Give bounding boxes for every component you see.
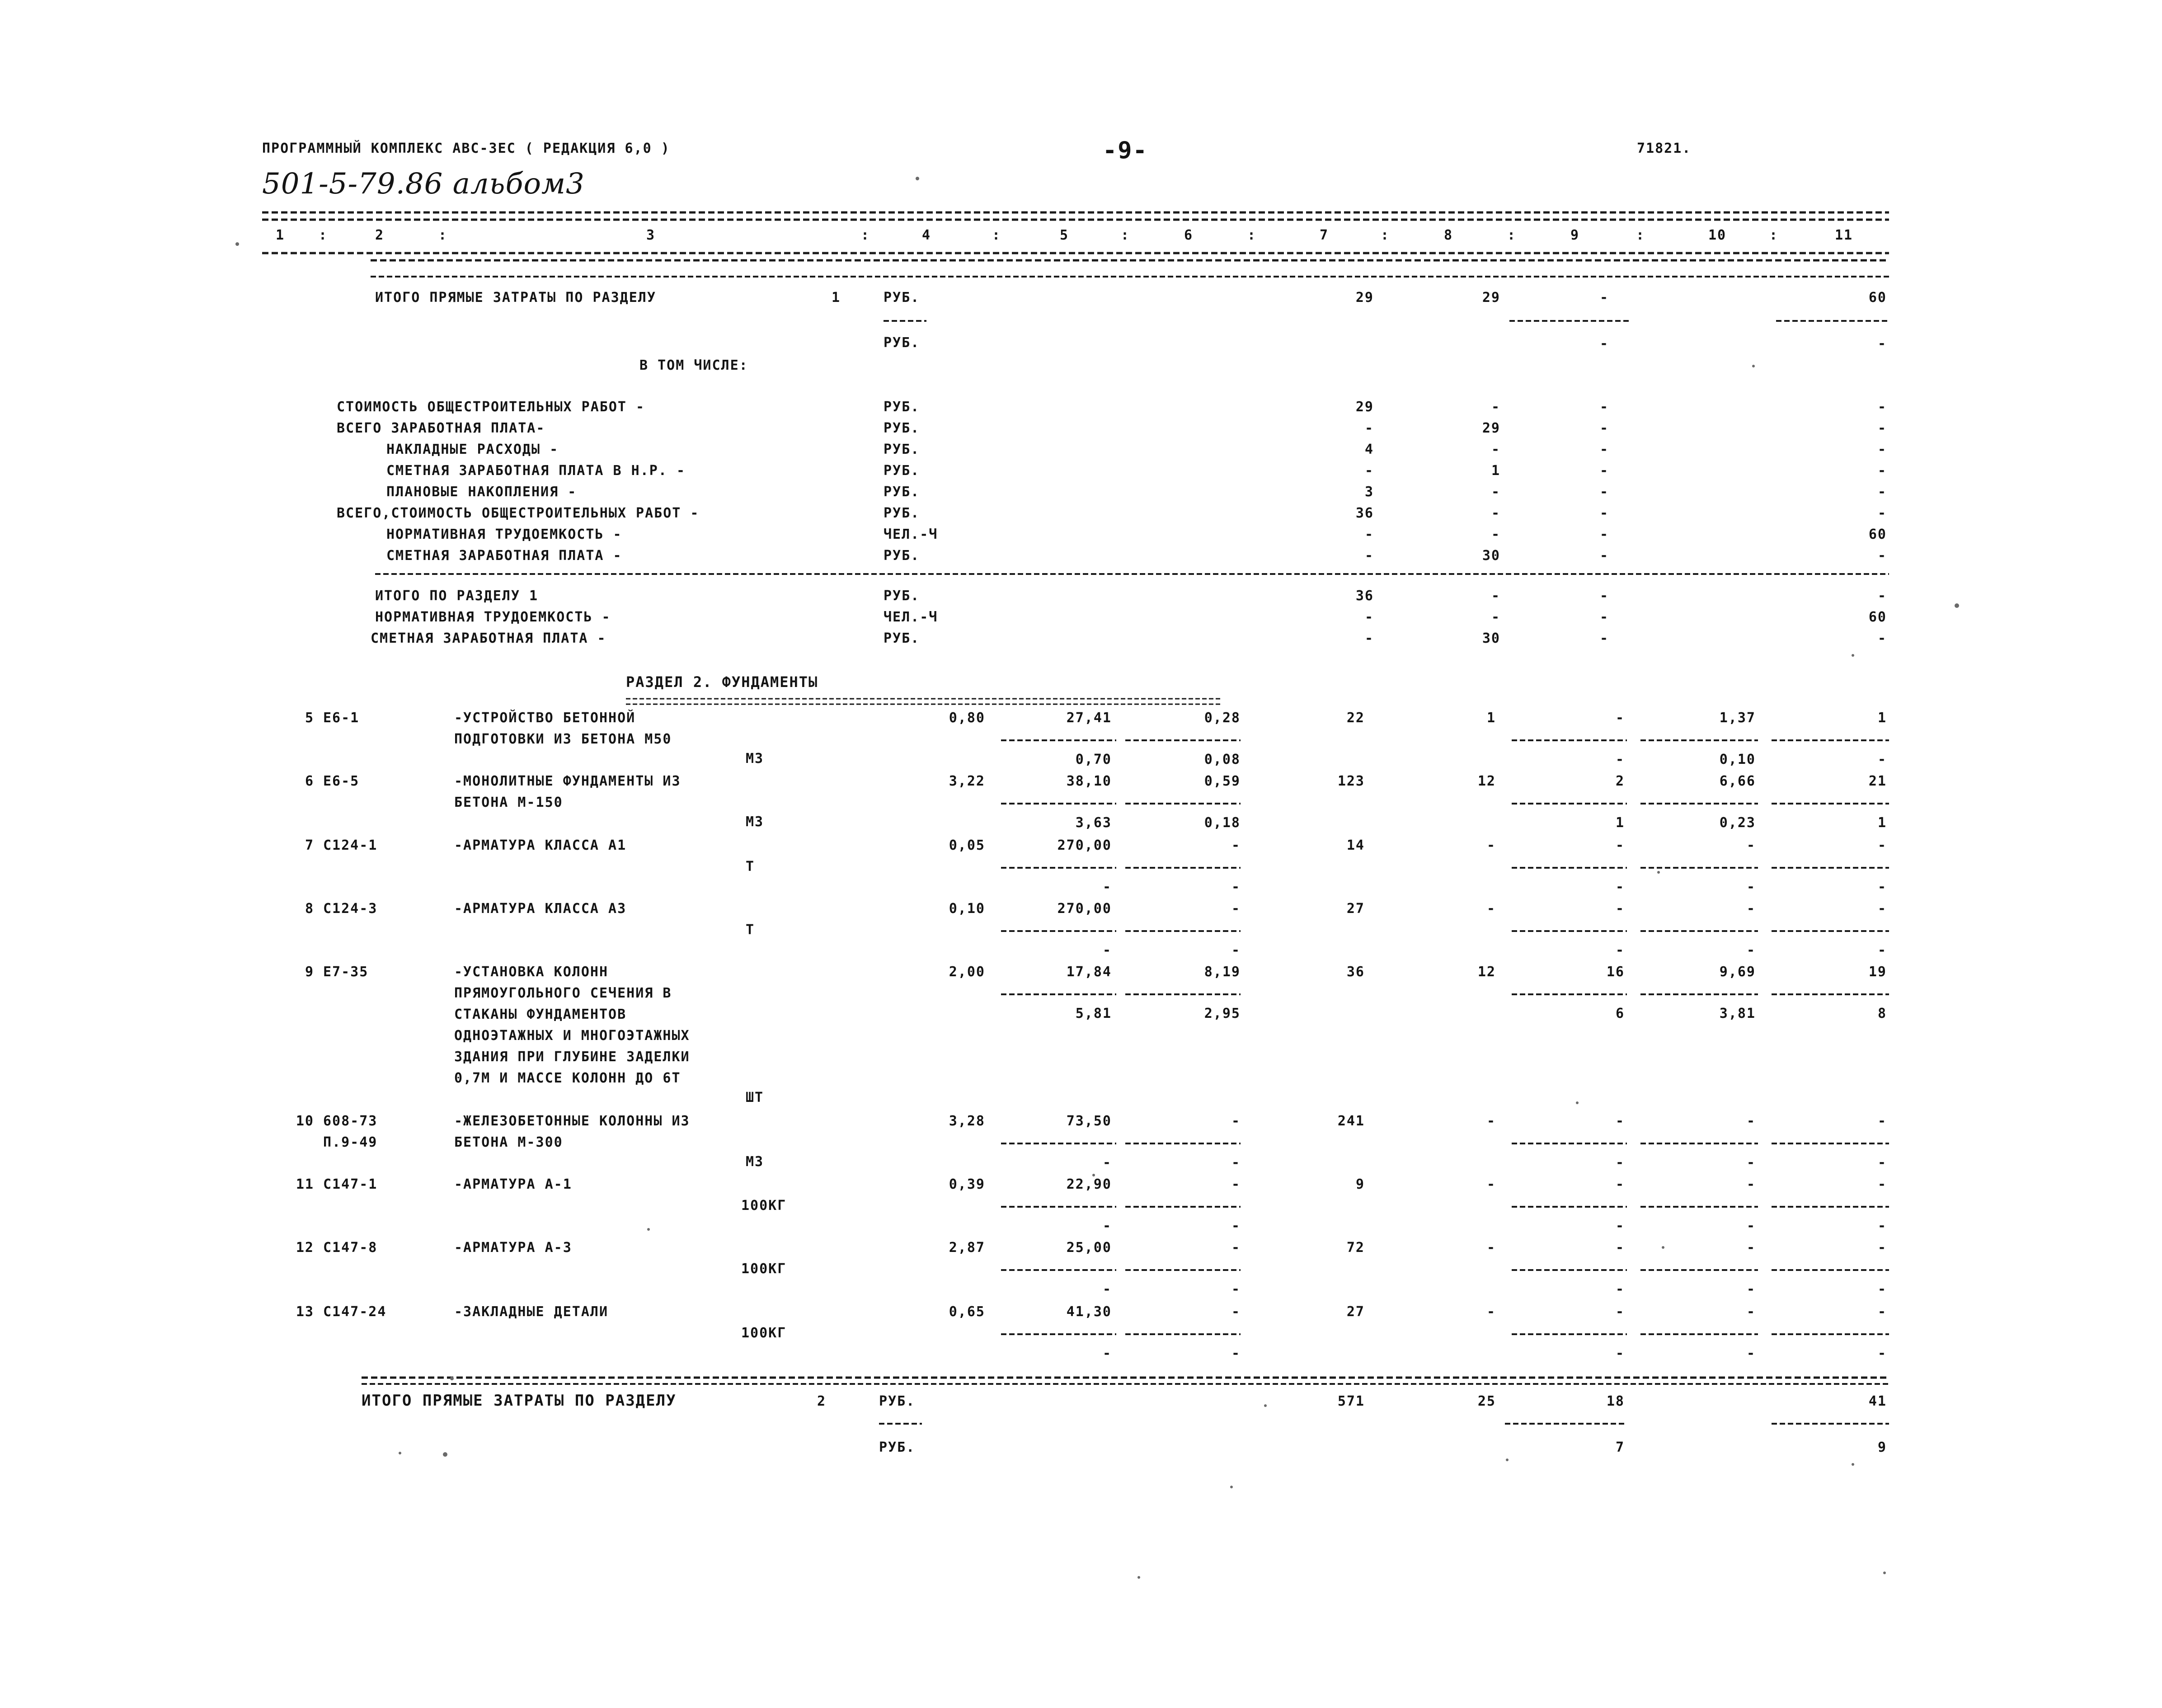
estimate-item xyxy=(296,1113,1889,1171)
column-number-6: 4 xyxy=(922,227,931,243)
item-c10: - xyxy=(1746,1113,1756,1129)
breakdown-c8: 29 xyxy=(1482,420,1500,436)
section2-total-label: ИТОГО ПРЯМЫЕ ЗАТРАТЫ ПО РАЗДЕЛУ xyxy=(362,1392,677,1410)
breakdown-unit: РУБ. xyxy=(884,420,920,436)
breakdown-c9: - xyxy=(1599,548,1609,564)
item-c9-second-line: - xyxy=(1615,879,1625,895)
item-c10-second-line: 0,23 xyxy=(1719,815,1756,831)
item-c10: - xyxy=(1746,901,1756,917)
item-c8: 12 xyxy=(1477,773,1496,789)
estimate-item xyxy=(305,838,1889,895)
column-number-2: 2 xyxy=(375,227,385,243)
item-quantity: 0,10 xyxy=(949,901,985,917)
breakdown-c7: 3 xyxy=(1364,484,1374,500)
item-c11: - xyxy=(1877,1304,1887,1320)
breakdown-c7: - xyxy=(1364,463,1374,479)
item-c11: 21 xyxy=(1868,773,1887,789)
item-c9-second-line: - xyxy=(1615,1346,1625,1361)
item-c10: 1,37 xyxy=(1719,710,1756,726)
program-title: ПРОГРАММНЫЙ КОМПЛЕКС АВС-ЗЕС ( РЕДАКЦИЯ 6,0 ) xyxy=(262,141,670,156)
item-c11-second-line: - xyxy=(1877,1155,1887,1171)
breakdown-c8: - xyxy=(1491,527,1500,542)
item-c10-second-line: - xyxy=(1746,1281,1756,1297)
breakdown-c8: - xyxy=(1491,484,1500,500)
column-number-19: : xyxy=(1769,227,1779,243)
item-c10: - xyxy=(1746,838,1756,853)
item-c6: 8,19 xyxy=(1204,964,1241,980)
item-c11: - xyxy=(1877,1176,1887,1192)
item-c7: 14 xyxy=(1346,838,1365,853)
item-code: 608-73 xyxy=(323,1113,378,1129)
column-number-0: 1 xyxy=(276,227,285,243)
item-description: -АРМАТУРА А-1 xyxy=(454,1176,572,1192)
item-description: ПОДГОТОВКИ ИЗ БЕТОНА М50 xyxy=(454,731,672,747)
item-c5-second-line: - xyxy=(1102,1218,1112,1234)
item-description: БЕТОНА М-150 xyxy=(454,795,563,810)
summary-label: СМЕТНАЯ ЗАРАБОТНАЯ ПЛАТА - xyxy=(371,631,606,646)
summary-c9: - xyxy=(1599,588,1609,604)
item-code: С124-3 xyxy=(323,901,378,917)
item-description: СТАКАНЫ ФУНДАМЕНТОВ xyxy=(454,1007,627,1022)
item-c7: 22 xyxy=(1346,710,1365,726)
section1-total-unit-2: РУБ. xyxy=(884,335,920,351)
breakdown-c8: - xyxy=(1491,399,1500,415)
estimate-item xyxy=(296,1176,1889,1234)
summary-c7: - xyxy=(1364,609,1374,625)
item-code: С147-1 xyxy=(323,1176,378,1192)
summary-label: НОРМАТИВНАЯ ТРУДОЕМКОСТЬ - xyxy=(375,609,611,625)
item-c10-second-line: 0,10 xyxy=(1719,752,1756,767)
item-c9: - xyxy=(1615,1304,1625,1320)
breakdown-c11: - xyxy=(1877,505,1887,521)
item-number: 6 xyxy=(305,773,314,789)
item-c9: - xyxy=(1615,838,1625,853)
item-code: П.9-49 xyxy=(323,1134,378,1150)
item-c7: 36 xyxy=(1346,964,1365,980)
page-number: -9- xyxy=(1103,137,1148,164)
item-quantity: 0,05 xyxy=(949,838,985,853)
item-c6-second-line: 0,18 xyxy=(1204,815,1241,831)
section2-total-c11b: 9 xyxy=(1877,1440,1887,1455)
estimate-item xyxy=(305,773,1889,831)
breakdown-c9: - xyxy=(1599,527,1609,542)
breakdown-unit: РУБ. xyxy=(884,505,920,521)
column-number-3: : xyxy=(438,227,448,243)
item-quantity: 3,28 xyxy=(949,1113,985,1129)
column-number-16: 9 xyxy=(1570,227,1580,243)
item-c11: - xyxy=(1877,838,1887,853)
item-number: 10 xyxy=(296,1113,314,1129)
item-c8: 12 xyxy=(1477,964,1496,980)
item-c5-second-line: 0,70 xyxy=(1075,752,1112,767)
column-number-10: 6 xyxy=(1184,227,1194,243)
breakdown-label: СТОИМОСТЬ ОБЩЕСТРОИТЕЛЬНЫХ РАБОТ - xyxy=(337,399,645,415)
breakdown-c7: 36 xyxy=(1355,505,1374,521)
section1-total-c9b: - xyxy=(1599,336,1609,352)
item-quantity: 2,00 xyxy=(949,964,985,980)
item-quantity: 2,87 xyxy=(949,1240,985,1256)
summary-unit: РУБ. xyxy=(884,588,920,604)
section1-total xyxy=(375,290,1889,352)
item-c9: - xyxy=(1615,1240,1625,1256)
item-number: 8 xyxy=(305,901,314,917)
item-quantity: 0,39 xyxy=(949,1176,985,1192)
column-number-15: : xyxy=(1507,227,1517,243)
item-c5: 25,00 xyxy=(1066,1240,1112,1256)
summary-unit: ЧЕЛ.-Ч xyxy=(884,609,938,625)
breakdown-c9: - xyxy=(1599,505,1609,521)
item-unit: ШТ xyxy=(746,1090,764,1106)
item-c7: 9 xyxy=(1355,1176,1365,1192)
section1-total-c11: 60 xyxy=(1868,290,1887,306)
item-description: -МОНОЛИТНЫЕ ФУНДАМЕНТЫ ИЗ xyxy=(454,773,681,789)
section2-total-c11: 41 xyxy=(1868,1393,1887,1409)
section1-total-unit: РУБ. xyxy=(884,290,920,306)
item-c6-second-line: - xyxy=(1231,1281,1241,1297)
item-description: -АРМАТУРА КЛАССА А1 xyxy=(454,838,627,853)
item-c8: - xyxy=(1486,1176,1496,1192)
breakdown-c9: - xyxy=(1599,484,1609,500)
item-unit: 100КГ xyxy=(741,1325,787,1341)
breakdown-c8: - xyxy=(1491,505,1500,521)
breakdown-label: ПЛАНОВЫЕ НАКОПЛЕНИЯ - xyxy=(386,484,577,500)
item-quantity: 3,22 xyxy=(949,773,985,789)
item-description: -АРМАТУРА А-3 xyxy=(454,1240,572,1256)
item-c8: - xyxy=(1486,838,1496,853)
breakdown-label: СМЕТНАЯ ЗАРАБОТНАЯ ПЛАТА - xyxy=(386,548,622,564)
section2-total xyxy=(362,1392,1889,1455)
item-c6-second-line: - xyxy=(1231,1346,1241,1361)
item-unit: М3 xyxy=(746,814,764,830)
breakdown-c8: - xyxy=(1491,442,1500,457)
section2-total-c7: 571 xyxy=(1337,1393,1365,1409)
item-c6: - xyxy=(1231,901,1241,917)
item-c10: - xyxy=(1746,1304,1756,1320)
item-number: 5 xyxy=(305,710,314,726)
column-number-12: 7 xyxy=(1320,227,1329,243)
section1-total-label: ИТОГО ПРЯМЫЕ ЗАТРАТЫ ПО РАЗДЕЛУ xyxy=(375,290,656,306)
item-c7: 241 xyxy=(1337,1113,1365,1129)
item-code: Е7-35 xyxy=(323,964,369,980)
album-handwritten-note: 501-5-79.86 альбом3 xyxy=(262,167,585,201)
item-code: С147-8 xyxy=(323,1240,378,1256)
item-c11: - xyxy=(1877,1240,1887,1256)
item-unit: 100КГ xyxy=(741,1261,787,1277)
item-c9-second-line: - xyxy=(1615,752,1625,767)
item-c11-second-line: - xyxy=(1877,942,1887,958)
item-description: -УСТРОЙСТВО БЕТОННОЙ xyxy=(454,710,636,726)
section2-total-number: 2 xyxy=(817,1393,827,1409)
item-c11-second-line: 8 xyxy=(1877,1006,1887,1021)
estimate-item xyxy=(305,710,1889,767)
summary-c11: 60 xyxy=(1868,609,1887,625)
item-description: -ЖЕЛЕЗОБЕТОННЫЕ КОЛОННЫ ИЗ xyxy=(454,1113,690,1129)
breakdown-c7: 29 xyxy=(1355,399,1374,415)
item-description: БЕТОНА М-300 xyxy=(454,1134,563,1150)
item-c5-second-line: - xyxy=(1102,1155,1112,1171)
breakdown-unit: РУБ. xyxy=(884,399,920,415)
item-number: 9 xyxy=(305,964,314,980)
item-c10: 6,66 xyxy=(1719,773,1756,789)
item-c6-second-line: 0,08 xyxy=(1204,752,1241,767)
item-code: С147-24 xyxy=(323,1304,387,1320)
column-number-5: : xyxy=(861,227,870,243)
breakdown-c9: - xyxy=(1599,399,1609,415)
breakdown-c9: - xyxy=(1599,463,1609,479)
section2-title: РАЗДЕЛ 2. ФУНДАМЕНТЫ xyxy=(626,673,818,691)
item-c9-second-line: - xyxy=(1615,1281,1625,1297)
section2-items xyxy=(296,710,1889,1361)
section1-total-c7: 29 xyxy=(1355,290,1374,306)
item-c8: - xyxy=(1486,1113,1496,1129)
item-c9: 16 xyxy=(1606,964,1625,980)
breakdown-c9: - xyxy=(1599,420,1609,436)
item-c5: 41,30 xyxy=(1066,1304,1112,1320)
breakdown-c8: 1 xyxy=(1491,463,1500,479)
item-c5: 22,90 xyxy=(1066,1176,1112,1192)
item-c8: - xyxy=(1486,901,1496,917)
item-c11-second-line: - xyxy=(1877,752,1887,767)
breakdown-c11: - xyxy=(1877,548,1887,564)
item-c9-second-line: 1 xyxy=(1615,815,1625,831)
item-c10-second-line: 3,81 xyxy=(1719,1006,1756,1021)
column-number-7: : xyxy=(992,227,1001,243)
summary-unit: РУБ. xyxy=(884,631,920,646)
item-c6: 0,28 xyxy=(1204,710,1241,726)
section1-total-c11b: - xyxy=(1877,336,1887,352)
item-code: С124-1 xyxy=(323,838,378,853)
item-c6-second-line: - xyxy=(1231,879,1241,895)
item-c5: 73,50 xyxy=(1066,1113,1112,1129)
item-c5: 270,00 xyxy=(1057,901,1112,917)
breakdown-label: ВСЕГО,СТОИМОСТЬ ОБЩЕСТРОИТЕЛЬНЫХ РАБОТ - xyxy=(337,505,700,521)
item-description: ОДНОЭТАЖНЫХ И МНОГОЭТАЖНЫХ xyxy=(454,1028,690,1044)
breakdown-unit: РУБ. xyxy=(884,442,920,457)
column-number-20: 11 xyxy=(1835,227,1853,243)
item-c10-second-line: - xyxy=(1746,1155,1756,1171)
item-description: -УСТАНОВКА КОЛОНН xyxy=(454,964,609,980)
item-description: -АРМАТУРА КЛАССА А3 xyxy=(454,901,627,917)
breakdown-label: ВСЕГО ЗАРАБОТНАЯ ПЛАТА- xyxy=(337,420,545,436)
section2-total-c9b: 7 xyxy=(1615,1440,1625,1455)
section2-total-c9: 18 xyxy=(1606,1393,1625,1409)
item-c9-second-line: - xyxy=(1615,942,1625,958)
summary-c8: 30 xyxy=(1482,631,1500,646)
item-description: ПРЯМОУГОЛЬНОГО СЕЧЕНИЯ В xyxy=(454,985,672,1001)
item-c6-second-line: - xyxy=(1231,1218,1241,1234)
item-c7: 72 xyxy=(1346,1240,1365,1256)
column-number-17: : xyxy=(1636,227,1645,243)
item-c11-second-line: - xyxy=(1877,1281,1887,1297)
scan-noise xyxy=(235,177,1959,1579)
item-number: 7 xyxy=(305,838,314,853)
item-c10-second-line: - xyxy=(1746,1346,1756,1361)
item-c9: - xyxy=(1615,901,1625,917)
item-quantity: 0,80 xyxy=(949,710,985,726)
breakdown-unit: РУБ. xyxy=(884,463,920,479)
section2-total-unit-2: РУБ. xyxy=(879,1440,916,1455)
item-c6: - xyxy=(1231,1113,1241,1129)
item-c6: - xyxy=(1231,1240,1241,1256)
item-c5-second-line: 5,81 xyxy=(1075,1006,1112,1021)
summary-c7: - xyxy=(1364,631,1374,646)
item-c5: 38,10 xyxy=(1066,773,1112,789)
item-c9-second-line: 6 xyxy=(1615,1006,1625,1021)
summary-c11: - xyxy=(1877,631,1887,646)
section2-total-unit: РУБ. xyxy=(879,1393,916,1409)
section2-total-c8: 25 xyxy=(1477,1393,1496,1409)
breakdown-c7: - xyxy=(1364,548,1374,564)
item-c5-second-line: 3,63 xyxy=(1075,815,1112,831)
summary-c9: - xyxy=(1599,609,1609,625)
item-c10: - xyxy=(1746,1240,1756,1256)
item-c5-second-line: - xyxy=(1102,879,1112,895)
item-description: 0,7М И МАССЕ КОЛОНН ДО 6Т xyxy=(454,1070,681,1086)
item-unit: Т xyxy=(746,922,755,938)
item-unit: 100КГ xyxy=(741,1198,787,1214)
item-code: Е6-1 xyxy=(323,710,360,726)
breakdown-unit: РУБ. xyxy=(884,548,920,564)
section1-total-c9: - xyxy=(1599,290,1609,306)
item-c11-second-line: - xyxy=(1877,1346,1887,1361)
breakdown-c11: 60 xyxy=(1868,527,1887,542)
in-that-number-heading: В ТОМ ЧИСЛЕ: xyxy=(639,358,748,373)
section1-total-c8: 29 xyxy=(1482,290,1500,306)
breakdown-c11: - xyxy=(1877,442,1887,457)
breakdown-c8: 30 xyxy=(1482,548,1500,564)
document-number: 71821. xyxy=(1637,141,1692,156)
item-c6-second-line: 2,95 xyxy=(1204,1006,1241,1021)
item-c8: - xyxy=(1486,1304,1496,1320)
item-number: 11 xyxy=(296,1176,314,1192)
breakdown-c11: - xyxy=(1877,463,1887,479)
item-c11-second-line: - xyxy=(1877,879,1887,895)
item-c6: - xyxy=(1231,1304,1241,1320)
item-c5-second-line: - xyxy=(1102,1346,1112,1361)
column-number-1: : xyxy=(319,227,328,243)
item-c6-second-line: - xyxy=(1231,942,1241,958)
item-code: Е6-5 xyxy=(323,773,360,789)
item-c11-second-line: 1 xyxy=(1877,815,1887,831)
column-number-8: 5 xyxy=(1060,227,1069,243)
column-number-row xyxy=(276,227,1853,243)
column-number-14: 8 xyxy=(1444,227,1453,243)
summary-c9: - xyxy=(1599,631,1609,646)
item-c10-second-line: - xyxy=(1746,942,1756,958)
item-c10-second-line: - xyxy=(1746,1218,1756,1234)
summary-c11: - xyxy=(1877,588,1887,604)
breakdown-c9: - xyxy=(1599,442,1609,457)
estimate-item xyxy=(305,964,1889,1106)
item-c8: 1 xyxy=(1486,710,1496,726)
item-c11: 1 xyxy=(1877,710,1887,726)
summary-c8: - xyxy=(1491,609,1500,625)
item-c9: - xyxy=(1615,1176,1625,1192)
item-number: 13 xyxy=(296,1304,314,1320)
item-c6: - xyxy=(1231,838,1241,853)
column-number-11: : xyxy=(1247,227,1257,243)
breakdown-unit: РУБ. xyxy=(884,484,920,500)
item-c6-second-line: - xyxy=(1231,1155,1241,1171)
item-description: -ЗАКЛАДНЫЕ ДЕТАЛИ xyxy=(454,1304,609,1320)
section1-summary xyxy=(371,588,1887,646)
summary-label: ИТОГО ПО РАЗДЕЛУ 1 xyxy=(375,588,539,604)
estimate-item xyxy=(296,1304,1889,1361)
item-c7: 123 xyxy=(1337,773,1365,789)
breakdown-label: СМЕТНАЯ ЗАРАБОТНАЯ ПЛАТА В Н.Р. - xyxy=(386,463,686,479)
item-quantity: 0,65 xyxy=(949,1304,985,1320)
summary-c8: - xyxy=(1491,588,1500,604)
item-c5: 270,00 xyxy=(1057,838,1112,853)
item-c7: 27 xyxy=(1346,1304,1365,1320)
item-c5-second-line: - xyxy=(1102,942,1112,958)
item-c10-second-line: - xyxy=(1746,879,1756,895)
item-unit: М3 xyxy=(746,751,764,767)
item-unit: М3 xyxy=(746,1154,764,1170)
breakdown-unit: ЧЕЛ.-Ч xyxy=(884,527,938,542)
item-c11: - xyxy=(1877,1113,1887,1129)
item-c6: 0,59 xyxy=(1204,773,1241,789)
breakdown-label: НОРМАТИВНАЯ ТРУДОЕМКОСТЬ - xyxy=(386,527,622,542)
column-number-18: 10 xyxy=(1708,227,1727,243)
item-c6: - xyxy=(1231,1176,1241,1192)
item-unit: Т xyxy=(746,859,755,875)
item-c11-second-line: - xyxy=(1877,1218,1887,1234)
item-c9: 2 xyxy=(1615,773,1625,789)
breakdown-c11: - xyxy=(1877,420,1887,436)
item-c10: 9,69 xyxy=(1719,964,1756,980)
item-c9: - xyxy=(1615,710,1625,726)
item-c7: 27 xyxy=(1346,901,1365,917)
column-number-4: 3 xyxy=(646,227,656,243)
summary-c7: 36 xyxy=(1355,588,1374,604)
item-c5: 27,41 xyxy=(1066,710,1112,726)
item-c11: 19 xyxy=(1868,964,1887,980)
item-number: 12 xyxy=(296,1240,314,1256)
breakdown-label: НАКЛАДНЫЕ РАСХОДЫ - xyxy=(386,442,559,457)
breakdown-c7: - xyxy=(1364,420,1374,436)
breakdown-c7: 4 xyxy=(1364,442,1374,457)
breakdown-c11: - xyxy=(1877,484,1887,500)
item-description: ЗДАНИЯ ПРИ ГЛУБИНЕ ЗАДЕЛКИ xyxy=(454,1049,690,1065)
item-c9-second-line: - xyxy=(1615,1218,1625,1234)
item-c8: - xyxy=(1486,1240,1496,1256)
estimate-item xyxy=(296,1240,1889,1297)
breakdown-c7: - xyxy=(1364,527,1374,542)
item-c5: 17,84 xyxy=(1066,964,1112,980)
column-number-9: : xyxy=(1121,227,1130,243)
item-c9-second-line: - xyxy=(1615,1155,1625,1171)
item-c10: - xyxy=(1746,1176,1756,1192)
breakdown-c11: - xyxy=(1877,399,1887,415)
estimate-item xyxy=(305,901,1889,958)
item-c9: - xyxy=(1615,1113,1625,1129)
item-c11: - xyxy=(1877,901,1887,917)
item-c5-second-line: - xyxy=(1102,1281,1112,1297)
column-number-13: : xyxy=(1381,227,1390,243)
section1-total-number: 1 xyxy=(832,290,841,306)
section1-breakdown xyxy=(337,399,1887,564)
